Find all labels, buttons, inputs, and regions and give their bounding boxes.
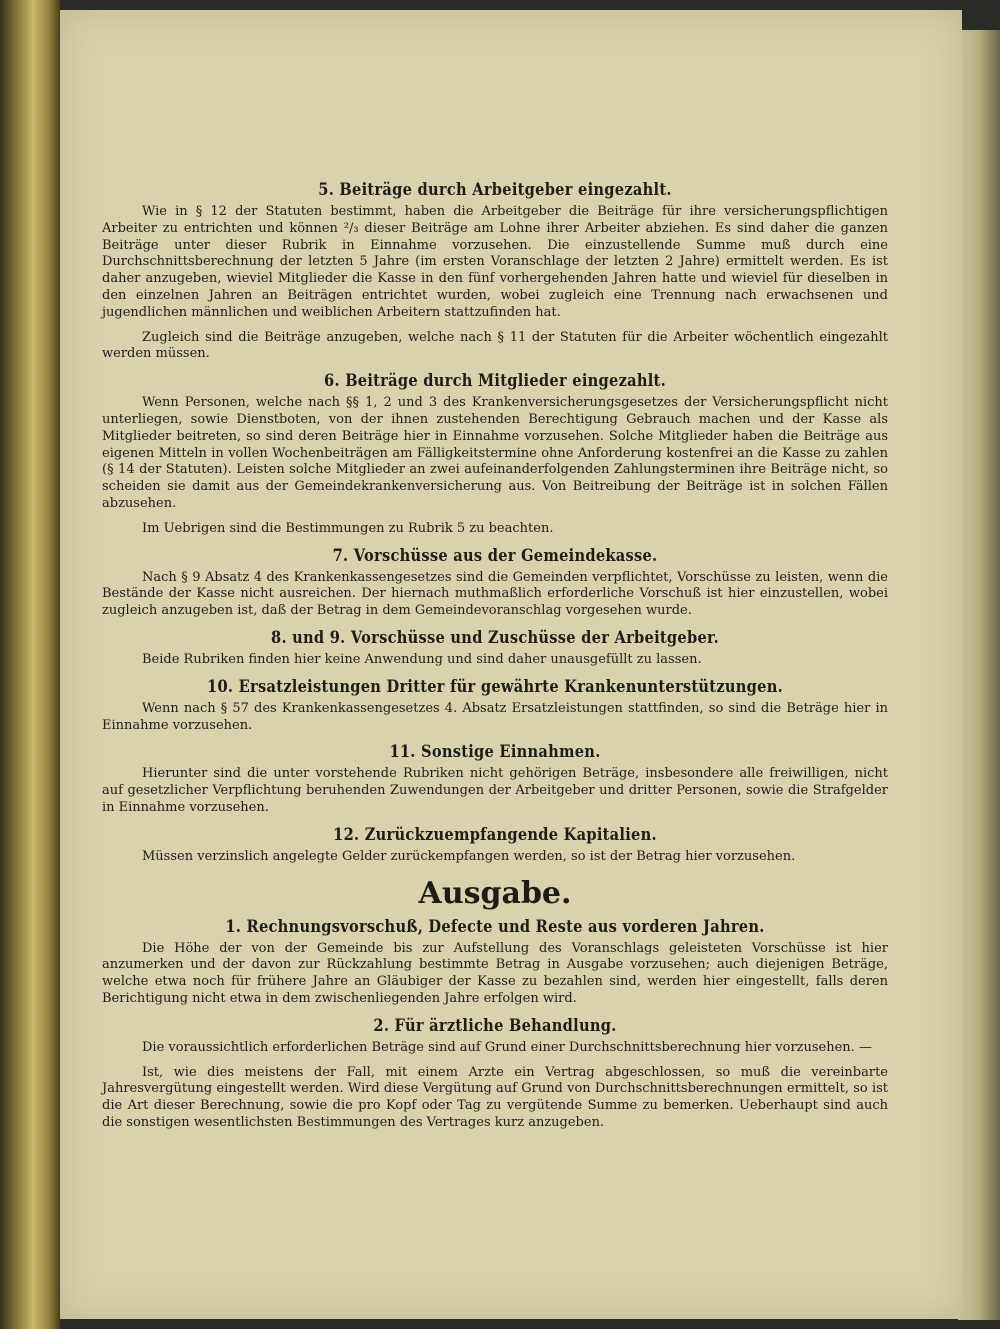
page-edge	[958, 30, 1000, 1320]
major-heading: Ausgabe.	[418, 875, 572, 911]
section-heading: 10. Ersatzleistungen Dritter für gewährte Krankenunterstützungen.	[207, 676, 783, 697]
section-heading: 7. Vorschüsse aus der Gemeindekasse.	[332, 545, 658, 566]
section-heading: 1. Rechnungsvorschuß, Defecte und Reste aus vorderen Jahren.	[225, 916, 765, 937]
paragraph: Müssen verzinslich angelegte Gelder zurückempfangen werden, so ist der Betrag hier vorzusehen.	[142, 848, 796, 864]
paragraph: Wenn nach § 57 des Krankenkassengesetzes 4. Absatz Ersatzleistungen stattfinden, so sind die Beträge hier in Einnahme vorzusehen.	[102, 700, 888, 733]
section-heading: 11. Sonstige Einnahmen.	[389, 742, 601, 763]
section-heading: 2. Für ärztliche Behandlung.	[373, 1015, 617, 1036]
section-heading: 12. Zurückzuempfangende Kapitalien.	[333, 824, 657, 845]
paragraph: Beide Rubriken finden hier keine Anwendung und sind daher unausgefüllt zu lassen.	[142, 651, 702, 667]
book-spine	[0, 0, 60, 1329]
section-heading: 5. Beiträge durch Arbeitgeber eingezahlt.	[318, 180, 672, 200]
paragraph: Die Höhe der von der Gemeinde bis zur Aufstellung des Voranschlags geleisteten Vorschüsse ist hier anzumerken und der davon zur Rückzahlung bestimmte Betrag in Ausgabe vorzusehen; auch diejenigen Beträge, welche etwa noch für frühere Jahre an Gläubiger der Kasse zu bezahlen sind, werden hier eingestellt, falls deren Berichtigung nicht etwa in dem zwischenliegenden Jahre erfolgen wird.	[102, 940, 888, 1006]
section-heading: 6. Beiträge durch Mitglieder eingezahlt.	[324, 371, 666, 392]
paragraph: Zugleich sind die Beiträge anzugeben, welche nach § 11 der Statuten für die Arbeiter wöchentlich eingezahlt werden müssen.	[102, 329, 888, 362]
page-content	[102, 180, 888, 1140]
paragraph: Wie in § 12 der Statuten bestimmt, haben die Arbeitgeber die Beiträge für ihre versicherungspflichtigen Arbeiter zu entrichten und können ²/₃ dieser Beiträge am Lohne ihrer Arbeiter abziehen. Es sind daher die ganzen Beiträge unter dieser Rubrik in Einnahme vorzusehen. Die einzustellende Summe muß durch eine Durchschnittsberechnung der letzten 5 Jahre (im ersten Voranschlage der letzten 2 Jahre) ermittelt werden. Es ist daher anzugeben, wieviel Mitglieder die Kasse in den fünf vorhergehenden Jahren hatte und wieviel für dieselben in den einzelnen Jahren an Beiträgen entrichtet wurden, wobei zugleich eine Trennung nach erwachsenen und jugendlichen männlichen und weiblichen Arbeitern stattzufinden hat.	[102, 204, 888, 320]
section-heading: 8. und 9. Vorschüsse und Zuschüsse der Arbeitgeber.	[271, 627, 719, 648]
paragraph: Wenn Personen, welche nach §§ 1, 2 und 3 des Krankenversicherungsgesetzes der Versicherungspflicht nicht unterliegen, sowie Dienstboten, von der ihnen zustehenden Berechtigung Gebrauch machen und der Kasse als Mitglieder beitreten, so sind deren Beiträge hier in Einnahme vorzusehen. Solche Mitglieder haben die Beiträge aus eigenen Mitteln in vollen Wochenbeiträgen am Fälligkeitstermine ohne Anforderung kostenfrei an die Kasse zu zahlen (§ 14 der Statuten). Leisten solche Mitglieder an zwei aufeinanderfolgenden Zahlungsterminen ihre Beiträge nicht, so scheiden sie damit aus der Gemeindekrankenversicherung aus. Von Beitreibung der Beiträge ist in solchen Fällen abzusehen.	[102, 395, 888, 511]
paragraph: Im Uebrigen sind die Bestimmungen zu Rubrik 5 zu beachten.	[142, 520, 554, 536]
paragraph: Die voraussichtlich erforderlichen Beträge sind auf Grund einer Durchschnittsberechnung hier vorzusehen. —	[142, 1039, 872, 1055]
paragraph: Hierunter sind die unter vorstehende Rubriken nicht gehörigen Beträge, insbesondere alle freiwilligen, nicht auf gesetzlicher Verpflichtung beruhenden Zuwendungen der Arbeitgeber und dritter Personen, sowie die Strafgelder in Einnahme vorzusehen.	[102, 766, 888, 815]
paragraph: Nach § 9 Absatz 4 des Krankenkassengesetzes sind die Gemeinden verpflichtet, Vorschüsse zu leisten, wenn die Bestände der Kasse nicht ausreichen. Der hiernach muthmaßlich erforderliche Vorschuß ist hier einzustellen, wobei zugleich anzugeben ist, daß der Betrag in dem Gemeindevoranschlag vorgesehen wurde.	[102, 569, 888, 619]
paragraph: Ist, wie dies meistens der Fall, mit einem Arzte ein Vertrag abgeschlossen, so muß die vereinbarte Jahresvergütung eingestellt werden. Wird diese Vergütung auf Grund von Durchschnittsberechnungen ermittelt, so ist die Art dieser Berechnung, sowie die pro Kopf oder Tag zu vergütende Summe zu bemerken. Ueberhaupt sind auch die sonstigen wesentlichsten Bestimmungen des Vertrages kurz anzugeben.	[102, 1064, 888, 1130]
